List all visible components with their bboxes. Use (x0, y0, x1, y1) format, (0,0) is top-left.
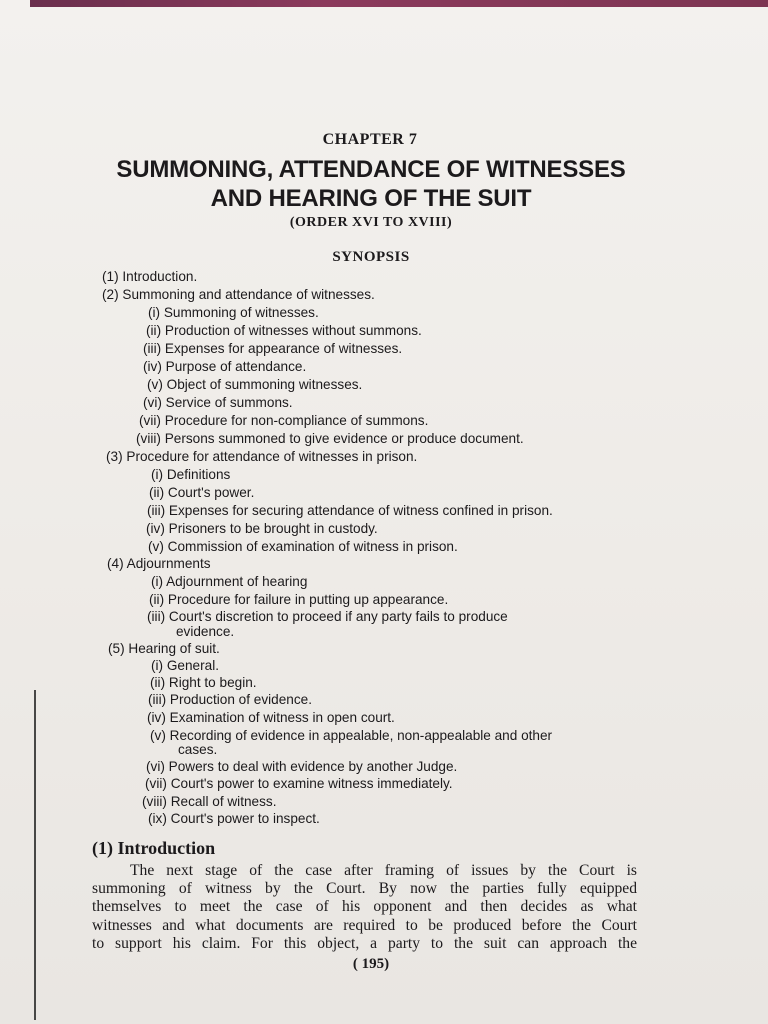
paragraph-line: to support his claim. For this object, a party to the suit can approach the (92, 934, 637, 952)
synopsis-item: (v) Commission of examination of witness in prison. (148, 539, 458, 554)
synopsis-item: evidence. (176, 624, 235, 639)
synopsis-item: (v) Recording of evidence in appealable, non-appealable and other (150, 728, 553, 743)
synopsis-item: (ii) Production of witnesses without summons. (146, 323, 422, 338)
order-range: (ORDER XVI TO XVIII) (289, 215, 453, 230)
paragraph-line: themselves to meet the case of his opponent and then decides as what (92, 898, 637, 916)
synopsis-item: (iii) Expenses for appearance of witnesses. (143, 341, 403, 356)
synopsis-item: (viii) Recall of witness. (142, 794, 277, 809)
synopsis-item: cases. (178, 742, 218, 757)
synopsis-item: (v) Object of summoning witnesses. (147, 377, 363, 392)
synopsis-item: (vi) Service of summons. (143, 395, 293, 410)
synopsis-item: (vii) Court's power to examine witness immediately. (145, 776, 453, 791)
paragraph-line: witnesses and what documents are required to be produced before the Court (92, 916, 637, 934)
synopsis-item: (iii) Court's discretion to proceed if any party fails to produce (147, 609, 508, 624)
synopsis-item: (vi) Powers to deal with evidence by another Judge. (146, 759, 458, 774)
synopsis-item: (iv) Prisoners to be brought in custody. (146, 521, 378, 536)
synopsis-item: (ix) Court's power to inspect. (148, 811, 320, 826)
synopsis-heading: SYNOPSIS (332, 249, 410, 265)
synopsis-item: (i) General. (151, 658, 219, 673)
synopsis-item: (ii) Procedure for failure in putting up appearance. (149, 592, 449, 607)
synopsis-item: (3) Procedure for attendance of witnesses in prison. (106, 449, 418, 464)
synopsis-item: (iv) Purpose of attendance. (143, 359, 307, 374)
synopsis-item: (vii) Procedure for non-compliance of summons. (139, 413, 429, 428)
synopsis-item: (iii) Production of evidence. (148, 692, 312, 707)
synopsis-item: (1) Introduction. (102, 269, 198, 284)
page-top-edge (30, 0, 768, 7)
synopsis-item: (i) Definitions (151, 467, 231, 482)
synopsis-item: (i) Summoning of witnesses. (148, 305, 319, 320)
synopsis-item: (iii) Expenses for securing attendance of witness confined in prison. (147, 503, 553, 518)
synopsis-item: (4) Adjournments (107, 556, 211, 571)
synopsis-item: (i) Adjournment of hearing (151, 574, 308, 589)
chapter-title-line-2: AND HEARING OF THE SUIT (210, 185, 532, 212)
synopsis-item: (ii) Court's power. (149, 485, 255, 500)
paragraph-line: The next stage of the case after framing of issues by the Court is (130, 862, 637, 879)
page-number: ( 195) (352, 956, 390, 972)
synopsis-item: (2) Summoning and attendance of witnesses. (102, 287, 375, 302)
chapter-label: CHAPTER 7 (322, 131, 418, 148)
paragraph-line: summoning of witness by the Court. By now the parties fully equipped (92, 880, 637, 898)
synopsis-item: (5) Hearing of suit. (108, 641, 220, 656)
synopsis-item: (iv) Examination of witness in open court. (147, 710, 395, 725)
introduction-paragraph (92, 862, 637, 953)
synopsis-item: (ii) Right to begin. (150, 675, 257, 690)
section-heading-introduction: (1) Introduction (92, 838, 216, 858)
chapter-title-line-1: SUMMONING, ATTENDANCE OF WITNESSES (116, 156, 626, 183)
synopsis-item: (viii) Persons summoned to give evidence or produce document. (136, 431, 524, 446)
